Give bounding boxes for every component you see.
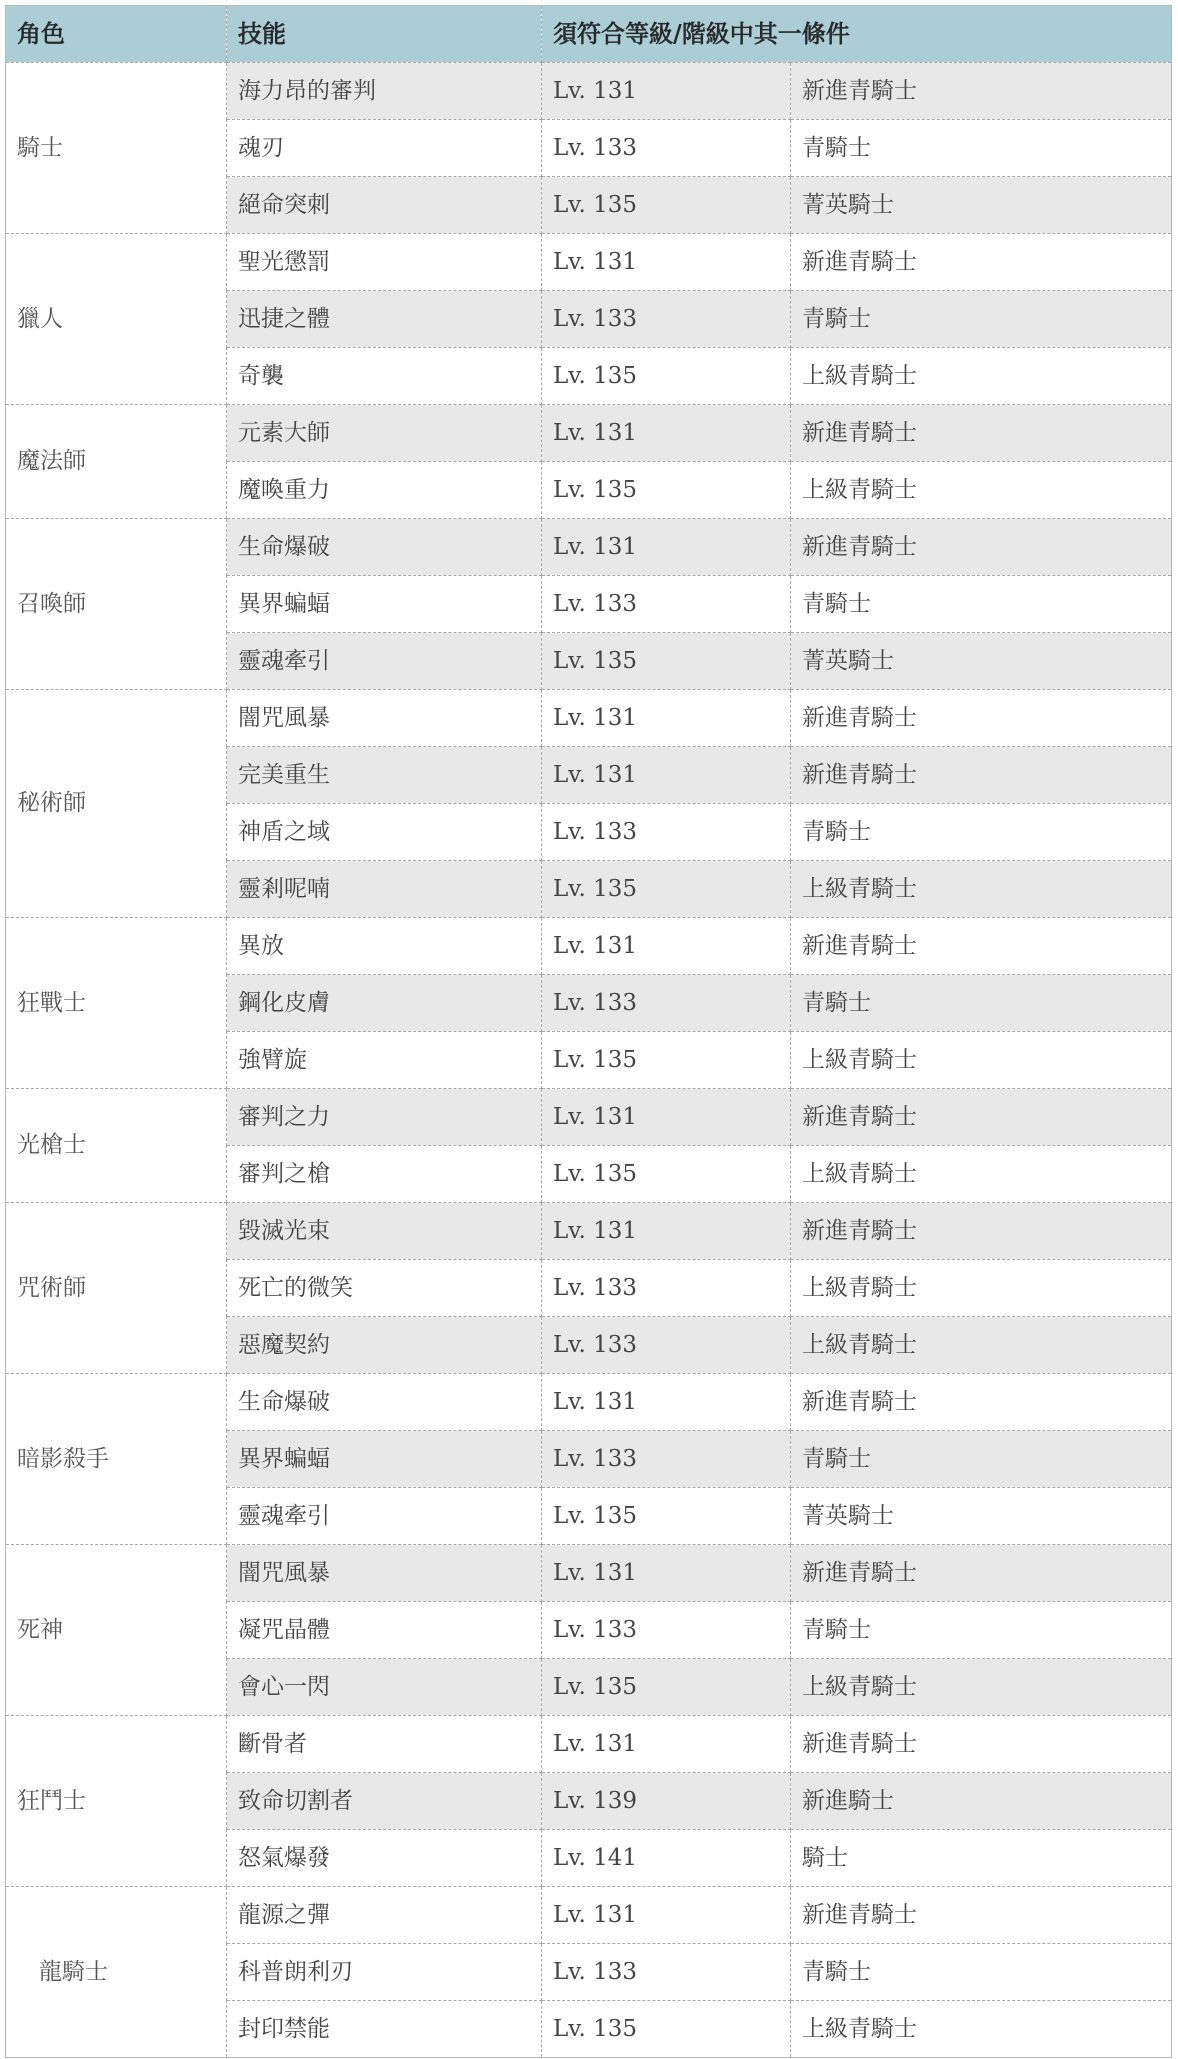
skill-cell: 怒氣爆發 bbox=[227, 1830, 542, 1887]
skill-cell: 審判之槍 bbox=[227, 1146, 542, 1203]
rank-cell: 新進青騎士 bbox=[791, 1887, 1172, 1944]
table-header-row bbox=[6, 6, 1172, 63]
level-cell: Lv. 131 bbox=[542, 1374, 791, 1431]
rank-cell: 青騎士 bbox=[791, 576, 1172, 633]
level-cell: Lv. 131 bbox=[542, 519, 791, 576]
table-row bbox=[6, 1203, 1172, 1260]
level-cell: Lv. 135 bbox=[542, 177, 791, 234]
level-cell: Lv. 135 bbox=[542, 1659, 791, 1716]
rank-cell: 上級青騎士 bbox=[791, 2001, 1172, 2058]
role-cell: 獵人 bbox=[6, 234, 227, 405]
role-cell: 狂戰士 bbox=[6, 918, 227, 1089]
skill-cell: 闇咒風暴 bbox=[227, 1545, 542, 1602]
rank-cell: 新進騎士 bbox=[791, 1773, 1172, 1830]
role-cell: 暗影殺手 bbox=[6, 1374, 227, 1545]
level-cell: Lv. 131 bbox=[542, 1203, 791, 1260]
role-cell: 死神 bbox=[6, 1545, 227, 1716]
role-cell: 光槍士 bbox=[6, 1089, 227, 1203]
role-cell: 秘術師 bbox=[6, 690, 227, 918]
skill-cell: 惡魔契約 bbox=[227, 1317, 542, 1374]
rank-cell: 菁英騎士 bbox=[791, 1488, 1172, 1545]
level-cell: Lv. 133 bbox=[542, 1260, 791, 1317]
role-cell: 騎士 bbox=[6, 63, 227, 234]
header-condition: 須符合等級/階級中其一條件 bbox=[542, 6, 1172, 63]
rank-cell: 上級青騎士 bbox=[791, 1317, 1172, 1374]
skill-cell: 生命爆破 bbox=[227, 1374, 542, 1431]
rank-cell: 青騎士 bbox=[791, 291, 1172, 348]
skill-cell: 完美重生 bbox=[227, 747, 542, 804]
table-row bbox=[6, 63, 1172, 120]
level-cell: Lv. 135 bbox=[542, 1146, 791, 1203]
rank-cell: 菁英騎士 bbox=[791, 633, 1172, 690]
skill-cell: 審判之力 bbox=[227, 1089, 542, 1146]
rank-cell: 青騎士 bbox=[791, 120, 1172, 177]
rank-cell: 新進青騎士 bbox=[791, 405, 1172, 462]
rank-cell: 新進青騎士 bbox=[791, 747, 1172, 804]
skill-cell: 迅捷之體 bbox=[227, 291, 542, 348]
rank-cell: 新進青騎士 bbox=[791, 1545, 1172, 1602]
table-body bbox=[6, 63, 1172, 2058]
skill-cell: 龍源之彈 bbox=[227, 1887, 542, 1944]
role-cell: 召喚師 bbox=[6, 519, 227, 690]
level-cell: Lv. 131 bbox=[542, 918, 791, 975]
rank-cell: 上級青騎士 bbox=[791, 861, 1172, 918]
level-cell: Lv. 131 bbox=[542, 63, 791, 120]
skill-cell: 異界蝙蝠 bbox=[227, 1431, 542, 1488]
level-cell: Lv. 131 bbox=[542, 1716, 791, 1773]
level-cell: Lv. 133 bbox=[542, 975, 791, 1032]
skill-cell: 魔喚重力 bbox=[227, 462, 542, 519]
rank-cell: 青騎士 bbox=[791, 804, 1172, 861]
level-cell: Lv. 131 bbox=[542, 747, 791, 804]
level-cell: Lv. 131 bbox=[542, 1545, 791, 1602]
skill-cell: 封印禁能 bbox=[227, 2001, 542, 2058]
level-cell: Lv. 131 bbox=[542, 1887, 791, 1944]
rank-cell: 上級青騎士 bbox=[791, 462, 1172, 519]
table-row bbox=[6, 690, 1172, 747]
skill-cell: 靈剎呢喃 bbox=[227, 861, 542, 918]
rank-cell: 新進青騎士 bbox=[791, 519, 1172, 576]
level-cell: Lv. 133 bbox=[542, 1944, 791, 2001]
rank-cell: 新進青騎士 bbox=[791, 1089, 1172, 1146]
table-row bbox=[6, 1887, 1172, 1944]
skill-cell: 絕命突刺 bbox=[227, 177, 542, 234]
rank-cell: 青騎士 bbox=[791, 1602, 1172, 1659]
rank-cell: 新進青騎士 bbox=[791, 63, 1172, 120]
level-cell: Lv. 135 bbox=[542, 861, 791, 918]
skill-cell: 闇咒風暴 bbox=[227, 690, 542, 747]
rank-cell: 上級青騎士 bbox=[791, 348, 1172, 405]
skill-cell: 異放 bbox=[227, 918, 542, 975]
table-row bbox=[6, 519, 1172, 576]
rank-cell: 青騎士 bbox=[791, 975, 1172, 1032]
level-cell: Lv. 135 bbox=[542, 633, 791, 690]
level-cell: Lv. 139 bbox=[542, 1773, 791, 1830]
rank-cell: 青騎士 bbox=[791, 1431, 1172, 1488]
rank-cell: 菁英騎士 bbox=[791, 177, 1172, 234]
skill-cell: 靈魂牽引 bbox=[227, 1488, 542, 1545]
table-row bbox=[6, 1716, 1172, 1773]
skill-requirement-table bbox=[5, 5, 1172, 2058]
skill-cell: 強臂旋 bbox=[227, 1032, 542, 1089]
rank-cell: 新進青騎士 bbox=[791, 918, 1172, 975]
rank-cell: 上級青騎士 bbox=[791, 1260, 1172, 1317]
skill-cell: 科普朗利刃 bbox=[227, 1944, 542, 2001]
level-cell: Lv. 133 bbox=[542, 1431, 791, 1488]
table-row bbox=[6, 1089, 1172, 1146]
rank-cell: 上級青騎士 bbox=[791, 1146, 1172, 1203]
rank-cell: 新進青騎士 bbox=[791, 1716, 1172, 1773]
skill-cell: 聖光懲罰 bbox=[227, 234, 542, 291]
level-cell: Lv. 135 bbox=[542, 1488, 791, 1545]
level-cell: Lv. 133 bbox=[542, 291, 791, 348]
level-cell: Lv. 133 bbox=[542, 576, 791, 633]
role-cell: 龍騎士 bbox=[6, 1887, 227, 2058]
level-cell: Lv. 135 bbox=[542, 1032, 791, 1089]
rank-cell: 上級青騎士 bbox=[791, 1659, 1172, 1716]
role-cell: 魔法師 bbox=[6, 405, 227, 519]
skill-cell: 奇襲 bbox=[227, 348, 542, 405]
skill-cell: 會心一閃 bbox=[227, 1659, 542, 1716]
skill-cell: 凝咒晶體 bbox=[227, 1602, 542, 1659]
skill-cell: 魂刃 bbox=[227, 120, 542, 177]
skill-cell: 海力昂的審判 bbox=[227, 63, 542, 120]
header-skill: 技能 bbox=[227, 6, 542, 63]
rank-cell: 上級青騎士 bbox=[791, 1032, 1172, 1089]
skill-cell: 斷骨者 bbox=[227, 1716, 542, 1773]
role-cell: 狂鬥士 bbox=[6, 1716, 227, 1887]
skill-cell: 致命切割者 bbox=[227, 1773, 542, 1830]
level-cell: Lv. 135 bbox=[542, 348, 791, 405]
level-cell: Lv. 135 bbox=[542, 2001, 791, 2058]
level-cell: Lv. 131 bbox=[542, 405, 791, 462]
skill-cell: 死亡的微笑 bbox=[227, 1260, 542, 1317]
header-role: 角色 bbox=[6, 6, 227, 63]
skill-cell: 神盾之域 bbox=[227, 804, 542, 861]
rank-cell: 新進青騎士 bbox=[791, 1374, 1172, 1431]
table-row bbox=[6, 234, 1172, 291]
skill-cell: 鋼化皮膚 bbox=[227, 975, 542, 1032]
rank-cell: 新進青騎士 bbox=[791, 690, 1172, 747]
skill-cell: 生命爆破 bbox=[227, 519, 542, 576]
level-cell: Lv. 133 bbox=[542, 1317, 791, 1374]
level-cell: Lv. 133 bbox=[542, 120, 791, 177]
table-row bbox=[6, 1545, 1172, 1602]
skill-cell: 靈魂牽引 bbox=[227, 633, 542, 690]
level-cell: Lv. 133 bbox=[542, 804, 791, 861]
level-cell: Lv. 141 bbox=[542, 1830, 791, 1887]
rank-cell: 新進青騎士 bbox=[791, 234, 1172, 291]
table-row bbox=[6, 918, 1172, 975]
level-cell: Lv. 131 bbox=[542, 690, 791, 747]
level-cell: Lv. 133 bbox=[542, 1602, 791, 1659]
level-cell: Lv. 131 bbox=[542, 234, 791, 291]
rank-cell: 騎士 bbox=[791, 1830, 1172, 1887]
table-row bbox=[6, 405, 1172, 462]
table-row bbox=[6, 1374, 1172, 1431]
rank-cell: 青騎士 bbox=[791, 1944, 1172, 2001]
level-cell: Lv. 131 bbox=[542, 1089, 791, 1146]
skill-cell: 毀滅光束 bbox=[227, 1203, 542, 1260]
rank-cell: 新進青騎士 bbox=[791, 1203, 1172, 1260]
level-cell: Lv. 135 bbox=[542, 462, 791, 519]
skill-cell: 異界蝙蝠 bbox=[227, 576, 542, 633]
skill-cell: 元素大師 bbox=[227, 405, 542, 462]
role-cell: 咒術師 bbox=[6, 1203, 227, 1374]
skill-requirement-table-container bbox=[5, 5, 1171, 2058]
